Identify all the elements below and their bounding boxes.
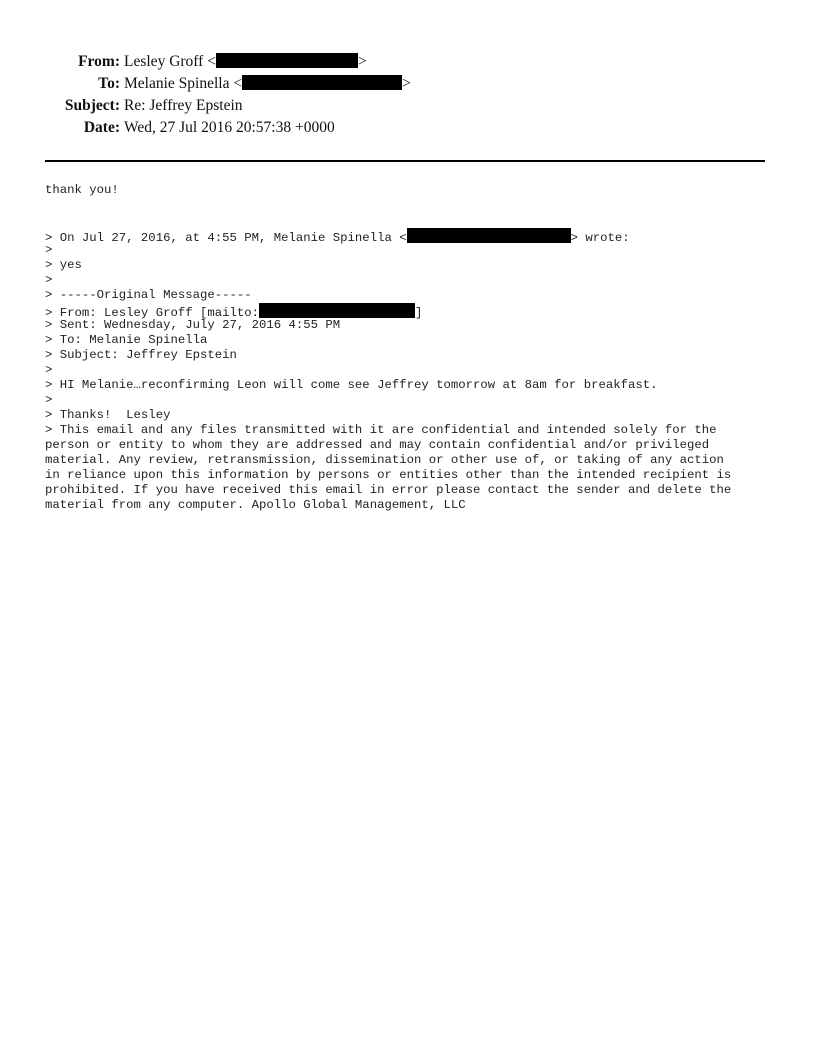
- quoted-message-text: > HI Melanie…reconfirming Leon will come see Jeffrey tomorrow at 8am for breakfast.: [45, 378, 658, 392]
- quoted-line: > yes: [45, 258, 82, 272]
- to-close-bracket: >: [402, 75, 411, 92]
- quoted-subject-line: > Subject: Jeffrey Epstein: [45, 348, 237, 362]
- from-name: Lesley Groff <: [124, 53, 216, 70]
- redacted-from-email: [216, 53, 358, 68]
- subject-value: Re: Jeffrey Epstein: [124, 97, 243, 114]
- subject-label: Subject:: [64, 97, 120, 114]
- redacted-to-email: [242, 75, 402, 90]
- to-value: [124, 75, 411, 93]
- from-label: From:: [78, 53, 120, 70]
- quoted-sent-line: > Sent: Wednesday, July 27, 2016 4:55 PM: [45, 318, 341, 332]
- disclaimer-line: prohibited. If you have received this email in error please contact the sender and delete the: [45, 483, 732, 497]
- quoted-attribution-text: > On Jul 27, 2016, at 4:55 PM, Melanie Spinella <: [45, 231, 407, 245]
- reply-text: thank you!: [45, 183, 119, 197]
- from-value: [124, 53, 367, 71]
- to-name: Melanie Spinella <: [124, 75, 243, 92]
- quoted-from-suffix: ]: [415, 306, 423, 320]
- quoted-line: >: [45, 363, 53, 377]
- date-label: Date:: [83, 119, 120, 136]
- disclaimer-line: material. Any review, retransmission, dissemination or other use of, or taking of any action: [45, 453, 724, 467]
- date-value: Wed, 27 Jul 2016 20:57:38 +0000: [124, 119, 335, 136]
- disclaimer-line: > This email and any files transmitted with it are confidential and intended solely for the: [45, 423, 717, 437]
- quoted-from-text: > From: Lesley Groff [mailto:: [45, 306, 260, 320]
- quoted-line: >: [45, 243, 53, 257]
- disclaimer-line: in reliance upon this information by persons or entities other than the intended recipient is: [45, 468, 732, 482]
- from-close-bracket: >: [357, 53, 367, 70]
- quoted-attribution-line: [45, 228, 630, 246]
- quoted-line: >: [45, 393, 53, 407]
- quoted-attribution-suffix: > wrote:: [570, 231, 630, 245]
- quoted-signoff: > Thanks! Lesley: [45, 408, 171, 422]
- header-divider: [45, 160, 765, 162]
- redacted-mailto-email: [259, 303, 415, 318]
- disclaimer-line: material from any computer. Apollo Global Management, LLC: [45, 498, 466, 512]
- to-label: To:: [98, 75, 120, 92]
- original-message-divider: > -----Original Message-----: [45, 288, 252, 302]
- redacted-quoted-email: [407, 228, 571, 243]
- quoted-line: >: [45, 273, 53, 287]
- quoted-to-line: > To: Melanie Spinella: [45, 333, 208, 347]
- disclaimer-line: person or entity to whom they are addressed and may contain confidential and/or privileged: [45, 438, 710, 452]
